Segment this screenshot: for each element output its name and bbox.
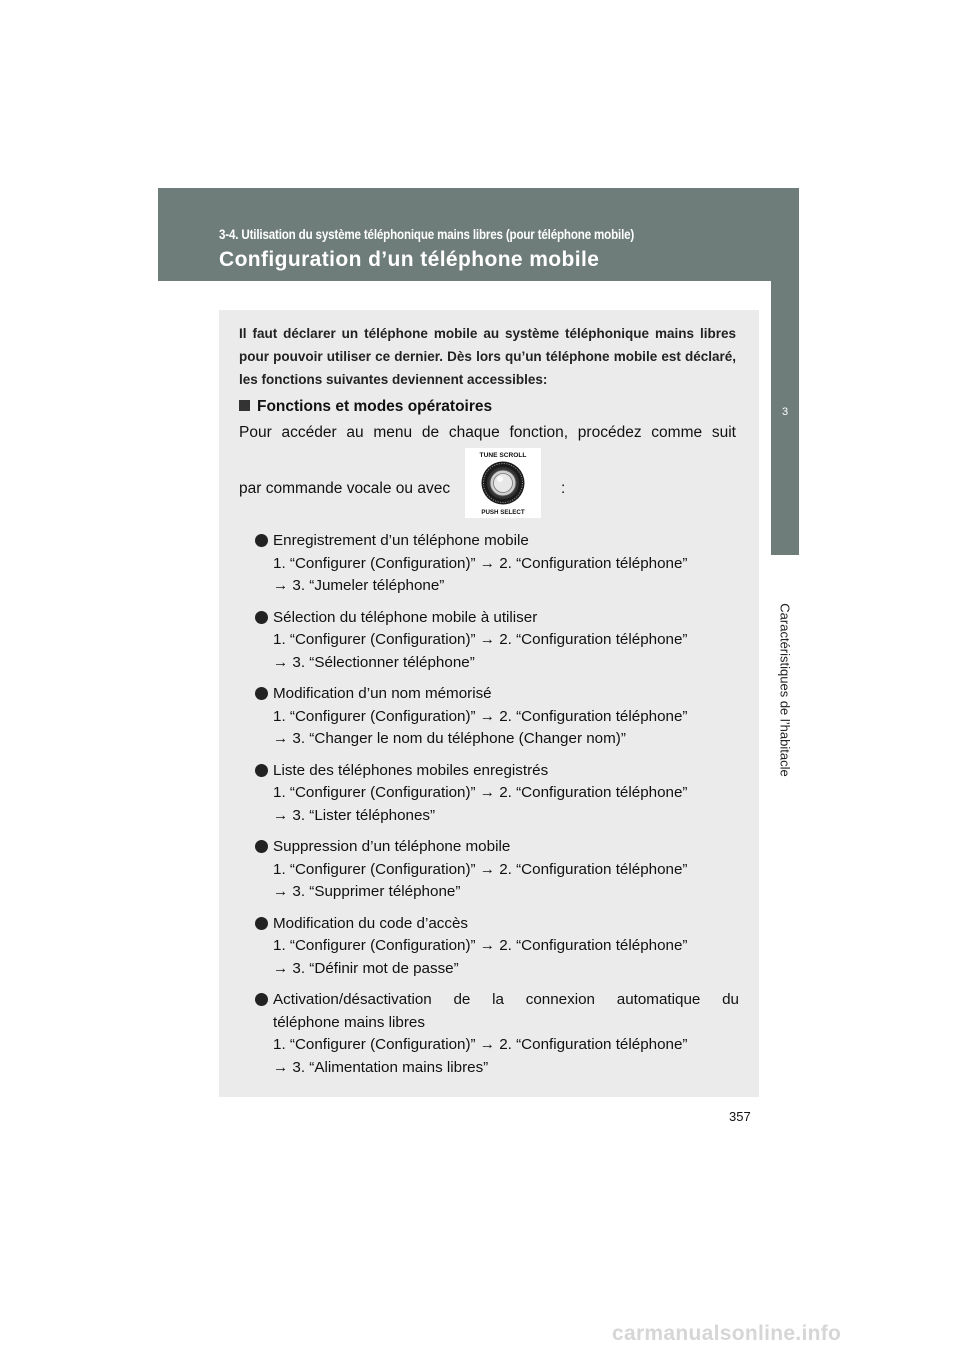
list-item <box>255 913 739 981</box>
round-bullet-icon <box>255 534 268 547</box>
chapter-label: Caractéristiques de l’habitacle <box>777 603 793 777</box>
item-title: Activation/désactivation de la connexion automatique du <box>273 991 739 1008</box>
subheading <box>239 398 492 416</box>
item-title: Sélection du téléphone mobile à utiliser <box>273 608 538 626</box>
item-title: Liste des téléphones mobiles enregistrés <box>273 761 549 779</box>
lead-line-2 <box>239 480 566 498</box>
item-path: 1. “Configurer (Configuration)” → 2. “Configuration téléphone” <box>273 631 688 648</box>
lead-line-2-colon: : <box>561 480 566 497</box>
list-item <box>255 607 739 675</box>
round-bullet-icon <box>255 917 268 930</box>
list-item <box>255 530 739 598</box>
list-item <box>255 760 739 828</box>
lead-line-1: Pour accéder au menu de chaque fonction, procédez comme suit <box>239 424 736 441</box>
watermark: carmanualsonline.info <box>612 1322 842 1345</box>
knob-top-label: TUNE SCROLL <box>479 452 527 459</box>
item-path: 1. “Configurer (Configuration)” → 2. “Configuration téléphone” <box>273 784 688 801</box>
item-title: Modification d’un nom mémorisé <box>273 685 492 702</box>
item-path-end: → 3. “Sélectionner téléphone” <box>273 653 475 671</box>
item-path: 1. “Configurer (Configuration)” → 2. “Configuration téléphone” <box>273 937 688 954</box>
round-bullet-icon <box>255 840 268 853</box>
subheading-text: Fonctions et modes opératoires <box>257 398 493 415</box>
round-bullet-icon <box>255 687 268 700</box>
square-bullet-icon <box>239 400 250 411</box>
item-title-continued: téléphone mains libres <box>273 1013 425 1031</box>
item-path: 1. “Configurer (Configuration)” → 2. “Configuration téléphone” <box>273 1036 688 1053</box>
intro-paragraph: Il faut déclarer un téléphone mobile au système téléphonique mains libres pour pouvoir utiliser ce dernier. Dès lors qu’un téléphone mobile est déclaré, les fonctions suivantes deviennent accessibles: <box>239 326 736 387</box>
item-path-end: → 3. “Changer le nom du téléphone (Changer nom)” <box>273 730 626 747</box>
chapter-tab <box>771 281 799 555</box>
item-path-end: → 3. “Jumeler téléphone” <box>273 577 445 594</box>
item-path-end: → 3. “Supprimer téléphone” <box>273 883 461 900</box>
lead-line-2-text: par commande vocale ou avec <box>239 480 451 497</box>
function-list <box>255 530 739 1088</box>
item-title: Modification du code d’accès <box>273 914 469 932</box>
list-item <box>255 683 739 751</box>
round-bullet-icon <box>255 993 268 1006</box>
section-header <box>158 188 799 281</box>
list-item <box>255 836 739 904</box>
section-breadcrumb: 3-4. Utilisation du système téléphonique mains libres (pour téléphone mobile) <box>219 227 635 242</box>
item-path: 1. “Configurer (Configuration)” → 2. “Configuration téléphone” <box>273 554 688 572</box>
content-box <box>219 310 759 1097</box>
item-title: Enregistrement d’un téléphone mobile <box>273 532 529 549</box>
item-path: 1. “Configurer (Configuration)” → 2. “Configuration téléphone” <box>273 860 688 878</box>
item-path: 1. “Configurer (Configuration)” → 2. “Configuration téléphone” <box>273 707 688 725</box>
round-bullet-icon <box>255 764 268 777</box>
item-path-end: → 3. “Lister téléphones” <box>273 806 436 824</box>
page-number: 357 <box>729 1109 751 1124</box>
list-item <box>255 989 739 1079</box>
knob-bottom-label: PUSH SELECT <box>481 509 525 516</box>
item-path-end: → 3. “Définir mot de passe” <box>273 959 459 977</box>
round-bullet-icon <box>255 611 268 624</box>
item-path-end: → 3. “Alimentation mains libres” <box>273 1058 489 1076</box>
tune-scroll-knob-icon <box>465 448 541 518</box>
item-title: Suppression d’un téléphone mobile <box>273 838 511 855</box>
page-title: Configuration d’un téléphone mobile <box>219 248 600 271</box>
chapter-number: 3 <box>781 406 789 418</box>
